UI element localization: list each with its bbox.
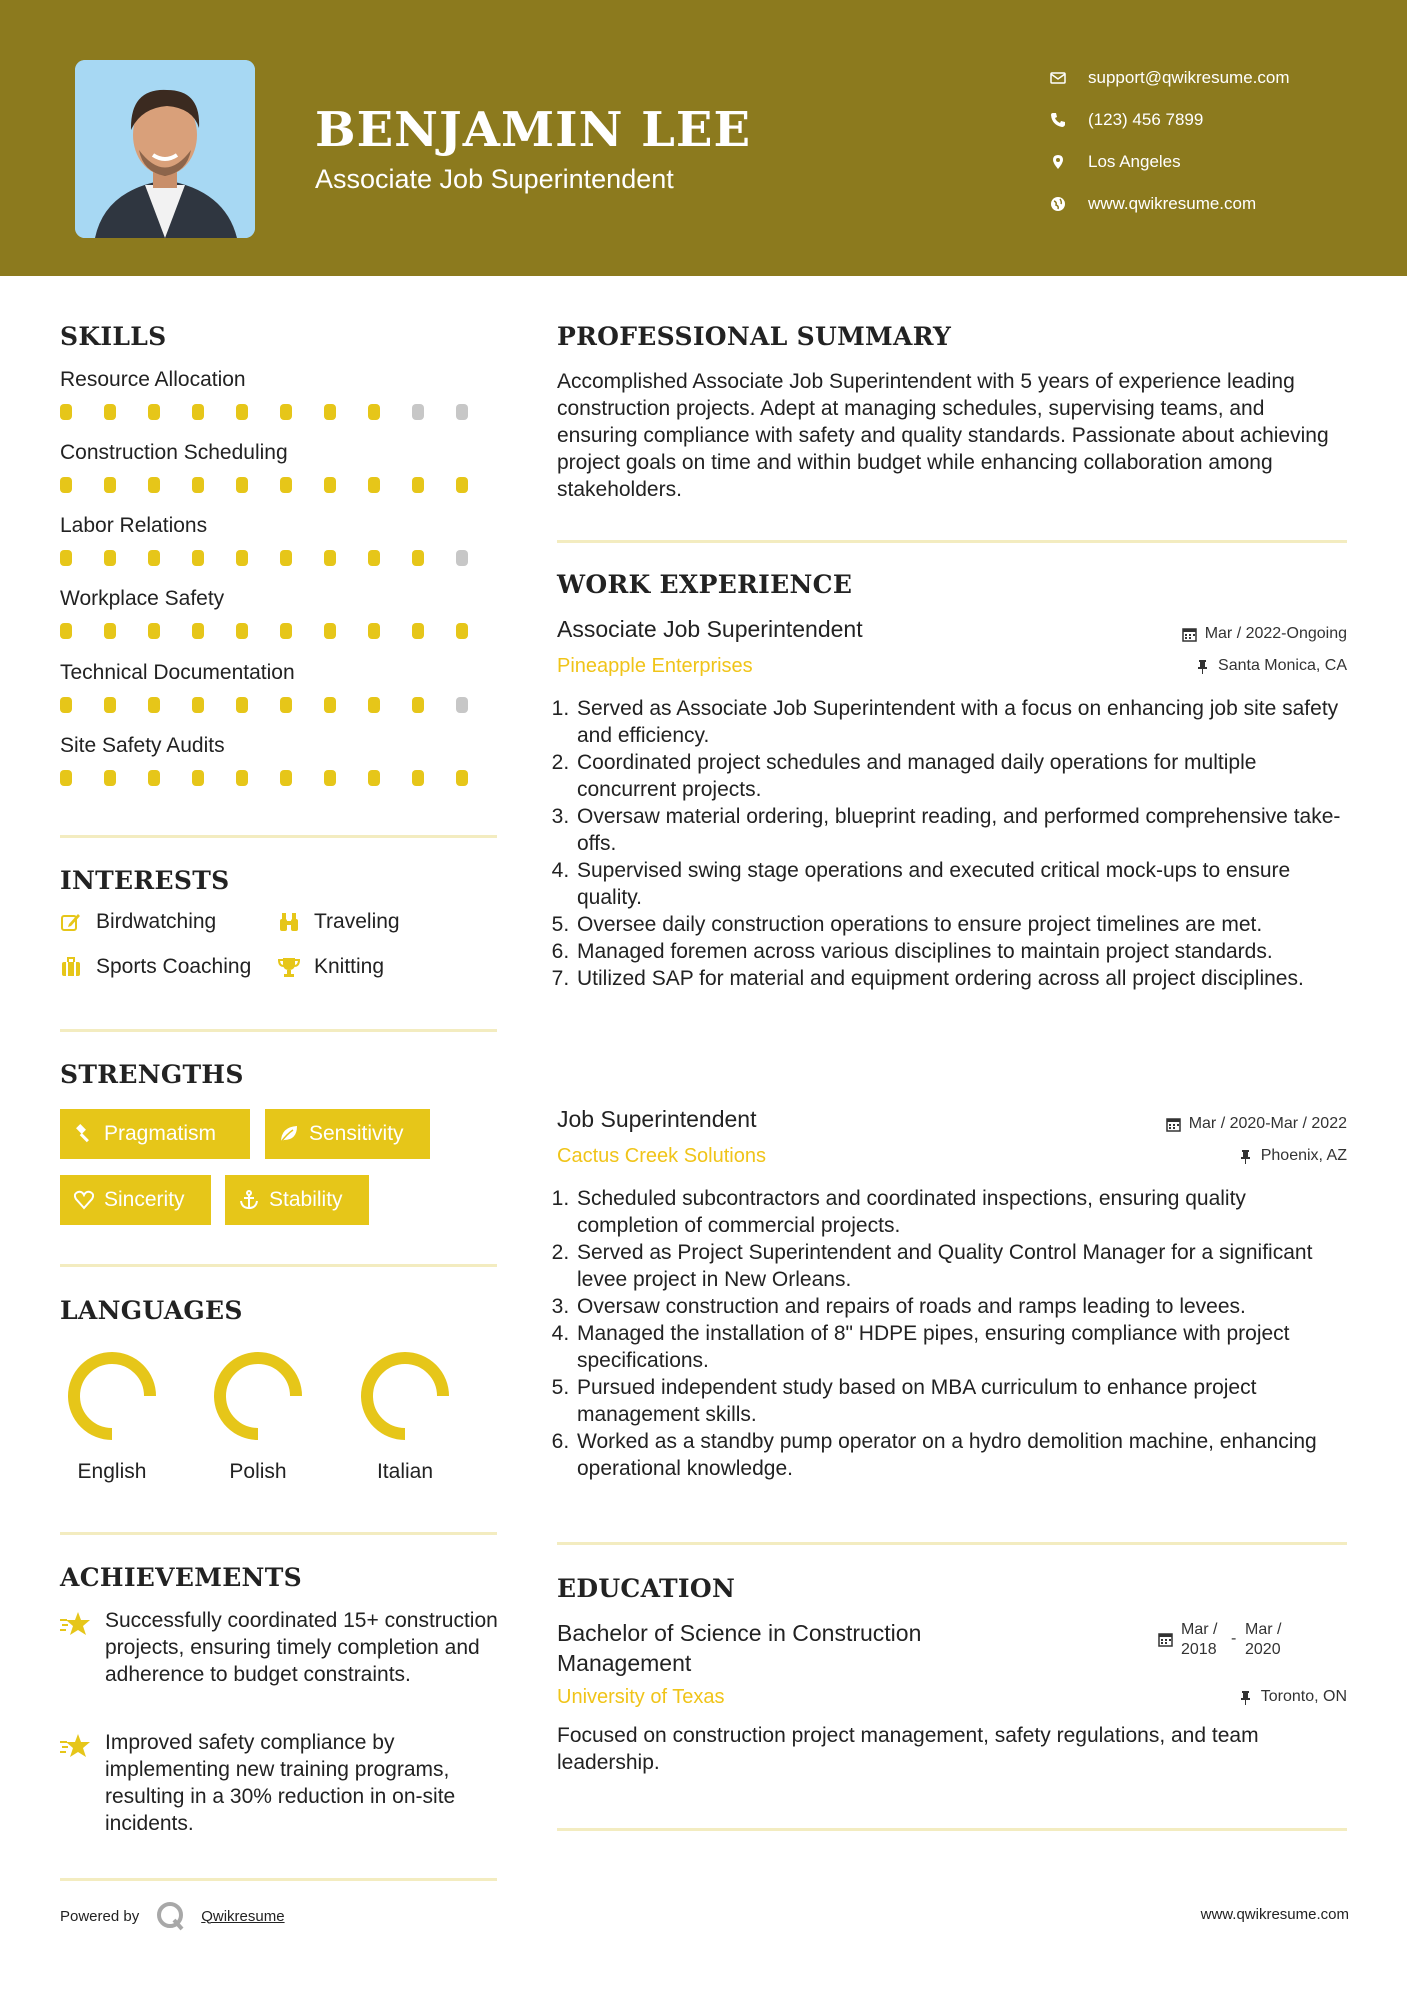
job-bullet: 2. Coordinated project schedules and managed daily operations for multiple concurrent projects.: [575, 749, 1347, 803]
contact-website[interactable]: [1050, 183, 1290, 225]
envelope-icon: [1050, 70, 1088, 86]
achievement-text: Improved safety compliance by implementing new training programs, resulting in a 30% reduction in on-site incidents.: [105, 1731, 456, 1835]
calendar-icon: [1166, 1117, 1181, 1132]
section-divider: [60, 1532, 497, 1535]
skill-dot: [236, 550, 248, 566]
interests-heading: INTERESTS: [60, 866, 230, 895]
interest-label: Traveling: [314, 910, 400, 933]
skill-dot: [280, 404, 292, 420]
job-bullet: 5. Pursued independent study based on MBA curriculum to enhance project management skills.: [575, 1374, 1347, 1428]
skill-dot: [368, 477, 380, 493]
briefcase-icon: [60, 956, 96, 978]
skill-rating: [60, 770, 500, 786]
contact-website-text: www.qwikresume.com: [1088, 194, 1257, 213]
skill-dot: [324, 550, 336, 566]
job-location: [1195, 657, 1347, 675]
education-date-end: Mar / 2020: [1245, 1621, 1282, 1658]
skill-dot: [60, 770, 72, 786]
skill-dot: [456, 623, 468, 639]
skill-name: Labor Relations: [60, 514, 208, 537]
company-name: Cactus Creek Solutions: [557, 1145, 766, 1167]
skill-dot: [104, 697, 116, 713]
company-name: Pineapple Enterprises: [557, 655, 753, 677]
section-divider: [60, 1029, 497, 1032]
skill-dot: [104, 550, 116, 566]
skill-dot: [192, 550, 204, 566]
school-name: University of Texas: [557, 1686, 725, 1708]
education-description: Focused on construction project management, safety regulations, and team leadership.: [557, 1724, 1259, 1774]
skill-dot: [148, 770, 160, 786]
skill-dot: [412, 550, 424, 566]
languages-heading: LANGUAGES: [60, 1296, 243, 1325]
strengths-heading: STRENGTHS: [60, 1060, 244, 1089]
section-divider: [60, 1264, 497, 1267]
interest-label: Knitting: [314, 955, 385, 978]
achievement-item: [60, 1729, 500, 1837]
skill-dot: [236, 623, 248, 639]
binoculars-icon: [278, 911, 314, 933]
skill-dot: [412, 477, 424, 493]
skill-name: Construction Scheduling: [60, 441, 288, 464]
job-location: [1238, 1147, 1347, 1165]
phone-icon: [1050, 112, 1088, 128]
job-bullet: 4. Supervised swing stage operations and executed critical mock-ups to ensure quality.: [575, 857, 1347, 911]
skill-dot: [456, 697, 468, 713]
contact-location: [1050, 141, 1290, 183]
skill-dot: [148, 623, 160, 639]
skill-dot: [148, 477, 160, 493]
header-banner: [0, 0, 1407, 276]
skill-item: [60, 441, 500, 493]
footer-website[interactable]: www.qwikresume.com: [1200, 1906, 1349, 1923]
profile-photo: [75, 60, 255, 238]
education-date-start: Mar / 2018: [1181, 1621, 1218, 1658]
skill-dot: [280, 770, 292, 786]
skill-dot: [368, 623, 380, 639]
language-item: [47, 1348, 177, 1484]
skill-rating: [60, 477, 500, 493]
skill-dot: [104, 477, 116, 493]
strength-label: Pragmatism: [104, 1122, 217, 1145]
skill-dot: [280, 623, 292, 639]
education-location: [1238, 1688, 1347, 1706]
skill-name: Technical Documentation: [60, 661, 295, 684]
skill-name: Site Safety Audits: [60, 734, 225, 757]
job-bullet: 7. Utilized SAP for material and equipment ordering across all project disciplines.: [575, 965, 1347, 992]
skill-dot: [368, 770, 380, 786]
qwikresume-link[interactable]: Qwikresume: [201, 1907, 285, 1925]
job-location-text: Santa Monica, CA: [1218, 657, 1347, 674]
trophy-icon: [278, 956, 314, 978]
pencil-square-icon: [60, 911, 96, 933]
skill-dot: [324, 477, 336, 493]
strength-badge: [225, 1175, 369, 1225]
achievement-item: [60, 1607, 500, 1688]
language-gauge: [357, 1348, 453, 1444]
achievement-text: Successfully coordinated 15+ construction projects, ensuring timely completion and adherence to budget constraints.: [105, 1609, 498, 1686]
skill-dot: [324, 697, 336, 713]
skill-dot: [412, 623, 424, 639]
candidate-name: BENJAMIN LEE: [315, 102, 752, 158]
contact-phone[interactable]: [1050, 99, 1290, 141]
skill-rating: [60, 623, 500, 639]
job-bullet: 1. Served as Associate Job Superintendent with a focus on enhancing job site safety and efficiency.: [575, 695, 1347, 749]
summary-text: Accomplished Associate Job Superintendent with 5 years of experience leading construction projects. Adept at managing schedules, supervising teams, and ensuring compliance with safety and quality standards. Passionate about achieving project goals on time and within budget while enhancing collaboration among stakeholders.: [557, 370, 1329, 501]
contact-email[interactable]: [1050, 57, 1290, 99]
skill-dot: [192, 404, 204, 420]
skill-dot: [104, 770, 116, 786]
section-divider: [557, 540, 1347, 543]
strength-badge: [265, 1109, 430, 1159]
skill-dot: [104, 623, 116, 639]
skill-dot: [236, 770, 248, 786]
education-dates: [1158, 1620, 1295, 1660]
skill-item: [60, 734, 500, 786]
strength-label: Sincerity: [104, 1188, 185, 1211]
gavel-icon: [74, 1124, 94, 1144]
skill-dot: [60, 404, 72, 420]
skill-name: Workplace Safety: [60, 587, 225, 610]
skill-dot: [60, 623, 72, 639]
candidate-title: Associate Job Superintendent: [315, 164, 674, 194]
skill-dot: [192, 697, 204, 713]
skill-dot: [192, 477, 204, 493]
language-gauge: [64, 1348, 160, 1444]
skill-dot: [280, 477, 292, 493]
language-label: Italian: [376, 1460, 434, 1483]
powered-by-label: Powered by: [60, 1907, 140, 1925]
skill-dot: [456, 477, 468, 493]
section-divider: [557, 1542, 1347, 1545]
job-location-text: Phoenix, AZ: [1260, 1147, 1347, 1164]
skills-heading: SKILLS: [60, 322, 167, 351]
job-bullets: [557, 695, 1347, 992]
interest-item: [278, 955, 384, 979]
skill-dot: [368, 404, 380, 420]
job-bullet: 6. Worked as a standby pump operator on a hydro demolition machine, enhancing operational knowledge.: [575, 1428, 1347, 1482]
pushpin-icon: [1238, 1690, 1253, 1705]
skill-name: Resource Allocation: [60, 368, 246, 391]
job-bullet: 5. Oversee daily construction operations to ensure project timelines are met.: [575, 911, 1347, 938]
education-date-separator: -: [1231, 1630, 1237, 1647]
contact-email-text: support@qwikresume.com: [1088, 68, 1290, 87]
skill-rating: [60, 697, 500, 713]
skill-dot: [412, 770, 424, 786]
skill-dot: [368, 697, 380, 713]
skill-dot: [280, 697, 292, 713]
skill-dot: [60, 550, 72, 566]
interest-item: [60, 955, 251, 979]
job-title: Associate Job Superintendent: [557, 616, 863, 642]
language-item: [193, 1348, 323, 1484]
strength-badge: [60, 1175, 211, 1225]
skill-dot: [192, 623, 204, 639]
strength-label: Stability: [269, 1188, 343, 1211]
summary-heading: PROFESSIONAL SUMMARY: [557, 322, 952, 351]
job-bullets: [557, 1185, 1347, 1482]
skill-dot: [412, 697, 424, 713]
heart-icon: [74, 1190, 94, 1210]
pushpin-icon: [1195, 659, 1210, 674]
map-pin-icon: [1050, 154, 1088, 170]
interest-item: [278, 910, 400, 934]
interest-label: Birdwatching: [96, 910, 217, 933]
star-icon: [60, 1607, 105, 1688]
language-item: [340, 1348, 470, 1484]
job-title: Job Superintendent: [557, 1106, 757, 1132]
language-label: English: [77, 1460, 147, 1483]
skill-item: [60, 368, 500, 420]
skill-dot: [236, 477, 248, 493]
skill-dot: [412, 404, 424, 420]
skill-rating: [60, 404, 500, 420]
footer-powered-by: [60, 1900, 285, 1932]
achievements-heading: ACHIEVEMENTS: [60, 1563, 302, 1592]
qwikresume-logo-icon: [155, 1900, 187, 1932]
skill-dot: [148, 550, 160, 566]
skill-rating: [60, 550, 500, 566]
contact-phone-text: (123) 456 7899: [1088, 110, 1204, 129]
section-divider: [60, 1878, 497, 1881]
skill-dot: [324, 770, 336, 786]
skill-dot: [60, 697, 72, 713]
calendar-icon: [1182, 627, 1197, 642]
job-bullet: 1. Scheduled subcontractors and coordinated inspections, ensuring quality completion of commercial projects.: [575, 1185, 1347, 1239]
job-dates-text: Mar / 2022-Ongoing: [1204, 625, 1347, 642]
star-icon: [60, 1729, 105, 1837]
language-label: Polish: [229, 1460, 287, 1483]
degree-title: Bachelor of Science in Construction Management: [557, 1620, 922, 1676]
job-bullet: 2. Served as Project Superintendent and Quality Control Manager for a significant levee project in New Orleans.: [575, 1239, 1347, 1293]
leaf-icon: [279, 1124, 299, 1144]
skill-item: [60, 587, 500, 639]
globe-icon: [1050, 196, 1088, 212]
job-bullet: 3. Oversaw material ordering, blueprint reading, and performed comprehensive take-offs.: [575, 803, 1347, 857]
education-heading: EDUCATION: [557, 1574, 736, 1603]
skill-dot: [456, 550, 468, 566]
pushpin-icon: [1238, 1149, 1253, 1164]
calendar-icon: [1158, 1632, 1173, 1647]
skill-dot: [456, 770, 468, 786]
skill-dot: [60, 477, 72, 493]
contact-location-text: Los Angeles: [1088, 152, 1181, 171]
strength-badge: [60, 1109, 250, 1159]
skill-dot: [368, 550, 380, 566]
job-dates: [1182, 625, 1347, 643]
skill-item: [60, 514, 500, 566]
job-dates-text: Mar / 2020-Mar / 2022: [1188, 1115, 1347, 1132]
job-dates: [1166, 1115, 1347, 1133]
skill-dot: [456, 404, 468, 420]
contact-list: [1050, 57, 1290, 225]
experience-heading: WORK EXPERIENCE: [557, 570, 853, 599]
strength-label: Sensitivity: [309, 1122, 404, 1145]
job-bullet: 3. Oversaw construction and repairs of roads and ramps leading to levees.: [575, 1293, 1347, 1320]
interest-item: [60, 910, 216, 934]
skill-dot: [324, 404, 336, 420]
skill-dot: [148, 697, 160, 713]
skill-dot: [104, 404, 116, 420]
education-location-text: Toronto, ON: [1260, 1688, 1347, 1705]
section-divider: [557, 1828, 1347, 1831]
skill-dot: [148, 404, 160, 420]
anchor-icon: [239, 1190, 259, 1210]
interest-label: Sports Coaching: [96, 955, 252, 978]
section-divider: [60, 835, 497, 838]
skill-dot: [236, 697, 248, 713]
skill-dot: [280, 550, 292, 566]
job-bullet: 4. Managed the installation of 8" HDPE pipes, ensuring compliance with project specifications.: [575, 1320, 1347, 1374]
skill-dot: [324, 623, 336, 639]
language-gauge: [210, 1348, 306, 1444]
skill-dot: [192, 770, 204, 786]
skill-dot: [236, 404, 248, 420]
job-bullet: 6. Managed foremen across various disciplines to maintain project standards.: [575, 938, 1347, 965]
skill-item: [60, 661, 500, 713]
